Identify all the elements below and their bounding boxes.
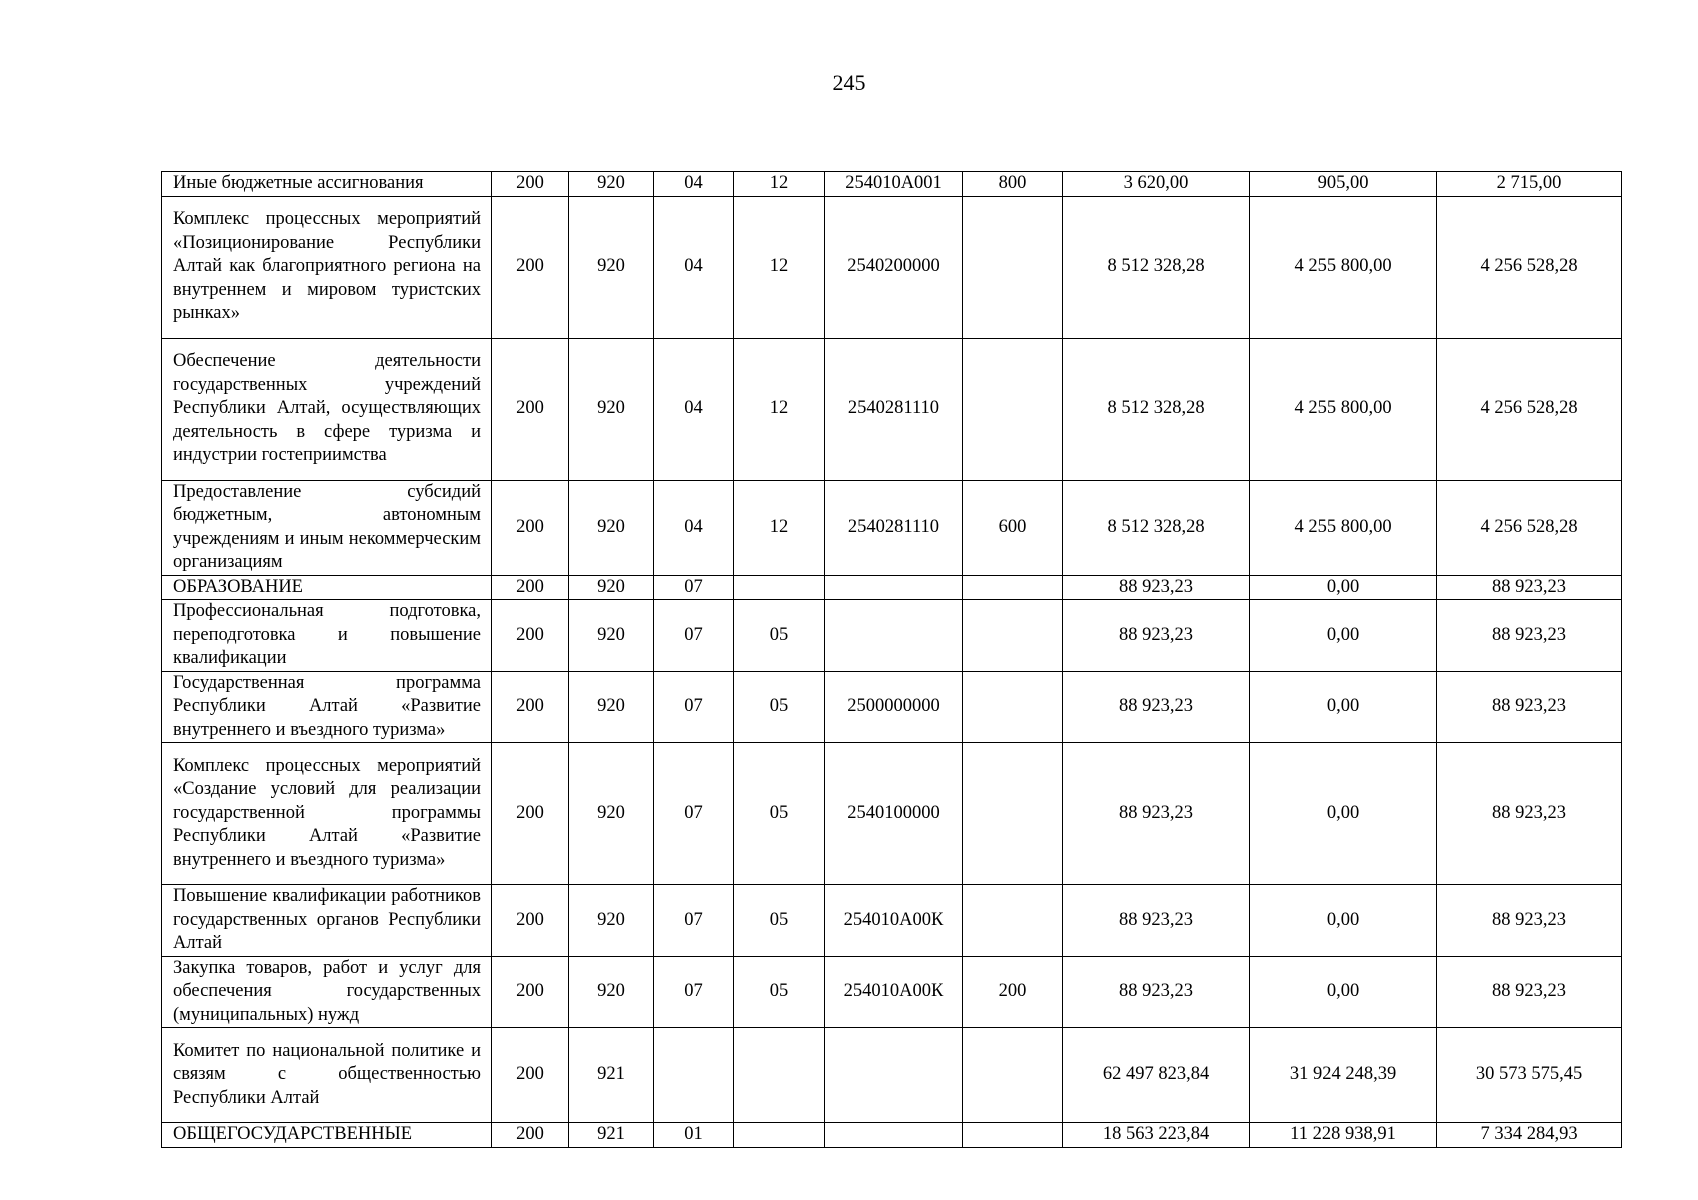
cell-code-3: 07 — [654, 885, 734, 957]
cell-value-1: 62 497 823,84 — [1063, 1028, 1250, 1123]
cell-code-6 — [963, 671, 1063, 743]
table-row — [162, 480, 1622, 575]
cell-code-6 — [963, 338, 1063, 480]
cell-value-1: 88 923,23 — [1063, 885, 1250, 957]
cell-code-5: 254010А00К — [825, 956, 963, 1028]
cell-value-2: 0,00 — [1250, 956, 1437, 1028]
cell-value-3: 2 715,00 — [1437, 172, 1622, 197]
cell-code-1: 200 — [492, 1028, 569, 1123]
cell-code-1: 200 — [492, 600, 569, 672]
cell-code-4: 12 — [734, 338, 825, 480]
cell-code-3: 07 — [654, 671, 734, 743]
cell-code-3: 07 — [654, 575, 734, 600]
budget-table — [161, 171, 1622, 1148]
cell-value-2: 0,00 — [1250, 575, 1437, 600]
cell-value-3: 7 334 284,93 — [1437, 1123, 1622, 1148]
cell-code-1: 200 — [492, 480, 569, 575]
table-row — [162, 338, 1622, 480]
cell-code-3: 07 — [654, 956, 734, 1028]
table-row — [162, 172, 1622, 197]
cell-code-2: 920 — [569, 338, 654, 480]
cell-code-5: 2540281110 — [825, 480, 963, 575]
cell-value-3: 4 256 528,28 — [1437, 480, 1622, 575]
cell-code-4: 05 — [734, 743, 825, 885]
cell-code-4 — [734, 575, 825, 600]
table-row — [162, 1123, 1622, 1148]
cell-code-1: 200 — [492, 575, 569, 600]
table-row — [162, 600, 1622, 672]
row-name: Комитет по национальной политике и связям с общественностью Республики Алтай — [162, 1028, 492, 1123]
cell-value-3: 88 923,23 — [1437, 885, 1622, 957]
cell-code-1: 200 — [492, 885, 569, 957]
cell-value-1: 8 512 328,28 — [1063, 480, 1250, 575]
table-row — [162, 885, 1622, 957]
cell-code-1: 200 — [492, 743, 569, 885]
cell-code-4: 12 — [734, 480, 825, 575]
row-name: Закупка товаров, работ и услуг для обеспечения государственных (муниципальных) нужд — [162, 956, 492, 1028]
cell-value-3: 4 256 528,28 — [1437, 338, 1622, 480]
cell-code-2: 921 — [569, 1123, 654, 1148]
cell-code-4: 12 — [734, 172, 825, 197]
cell-value-1: 3 620,00 — [1063, 172, 1250, 197]
cell-value-1: 8 512 328,28 — [1063, 196, 1250, 338]
cell-value-3: 88 923,23 — [1437, 743, 1622, 885]
cell-code-1: 200 — [492, 338, 569, 480]
cell-code-2: 920 — [569, 575, 654, 600]
cell-value-2: 905,00 — [1250, 172, 1437, 197]
table-row — [162, 956, 1622, 1028]
cell-value-2: 31 924 248,39 — [1250, 1028, 1437, 1123]
cell-code-3: 04 — [654, 196, 734, 338]
cell-value-2: 4 255 800,00 — [1250, 196, 1437, 338]
cell-value-3: 88 923,23 — [1437, 671, 1622, 743]
cell-value-3: 30 573 575,45 — [1437, 1028, 1622, 1123]
cell-code-4: 05 — [734, 600, 825, 672]
cell-value-2: 0,00 — [1250, 600, 1437, 672]
cell-code-3: 04 — [654, 338, 734, 480]
cell-value-1: 88 923,23 — [1063, 671, 1250, 743]
cell-code-5: 2540281110 — [825, 338, 963, 480]
cell-code-6 — [963, 885, 1063, 957]
cell-value-1: 88 923,23 — [1063, 743, 1250, 885]
cell-value-2: 11 228 938,91 — [1250, 1123, 1437, 1148]
cell-value-3: 4 256 528,28 — [1437, 196, 1622, 338]
row-name: Обеспечение деятельности государственных учреждений Республики Алтай, осуществляющих деятельность в сфере туризма и индустрии гостеприимства — [162, 338, 492, 480]
cell-code-5 — [825, 600, 963, 672]
cell-code-6 — [963, 743, 1063, 885]
cell-code-4 — [734, 1028, 825, 1123]
row-name: Комплекс процессных мероприятий «Позиционирование Республики Алтай как благоприятного региона на внутреннем и мировом туристских рынках» — [162, 196, 492, 338]
cell-code-3: 04 — [654, 172, 734, 197]
cell-code-5: 2540200000 — [825, 196, 963, 338]
cell-code-6: 600 — [963, 480, 1063, 575]
cell-code-2: 920 — [569, 885, 654, 957]
row-name: Государственная программа Республики Алтай «Развитие внутреннего и въездного туризма» — [162, 671, 492, 743]
cell-code-5: 2500000000 — [825, 671, 963, 743]
cell-code-6 — [963, 575, 1063, 600]
cell-value-3: 88 923,23 — [1437, 600, 1622, 672]
row-name: Профессиональная подготовка, переподготовка и повышение квалификации — [162, 600, 492, 672]
cell-code-6 — [963, 600, 1063, 672]
cell-code-2: 920 — [569, 743, 654, 885]
cell-value-2: 0,00 — [1250, 743, 1437, 885]
table-row — [162, 671, 1622, 743]
cell-code-6 — [963, 1123, 1063, 1148]
row-name: Иные бюджетные ассигнования — [162, 172, 492, 197]
cell-code-3: 07 — [654, 600, 734, 672]
cell-value-1: 88 923,23 — [1063, 956, 1250, 1028]
table-row — [162, 1028, 1622, 1123]
row-name: Комплекс процессных мероприятий «Создание условий для реализации государственной программы Республики Алтай «Развитие внутреннего и въездного туризма» — [162, 743, 492, 885]
cell-code-2: 920 — [569, 480, 654, 575]
cell-value-2: 0,00 — [1250, 885, 1437, 957]
cell-code-2: 920 — [569, 671, 654, 743]
cell-value-3: 88 923,23 — [1437, 575, 1622, 600]
cell-code-6: 200 — [963, 956, 1063, 1028]
cell-value-1: 18 563 223,84 — [1063, 1123, 1250, 1148]
cell-code-3: 04 — [654, 480, 734, 575]
cell-value-1: 88 923,23 — [1063, 600, 1250, 672]
cell-code-3: 01 — [654, 1123, 734, 1148]
cell-code-1: 200 — [492, 172, 569, 197]
cell-code-5: 2540100000 — [825, 743, 963, 885]
cell-code-2: 920 — [569, 172, 654, 197]
cell-code-3: 07 — [654, 743, 734, 885]
cell-code-4: 05 — [734, 956, 825, 1028]
cell-code-2: 920 — [569, 600, 654, 672]
cell-code-4: 12 — [734, 196, 825, 338]
cell-code-1: 200 — [492, 671, 569, 743]
cell-value-1: 88 923,23 — [1063, 575, 1250, 600]
row-name: ОБЩЕГОСУДАРСТВЕННЫЕ — [162, 1123, 492, 1148]
cell-value-2: 0,00 — [1250, 671, 1437, 743]
table-row — [162, 743, 1622, 885]
cell-code-4: 05 — [734, 671, 825, 743]
cell-code-2: 920 — [569, 196, 654, 338]
cell-code-6: 800 — [963, 172, 1063, 197]
table-row — [162, 196, 1622, 338]
cell-code-1: 200 — [492, 1123, 569, 1148]
row-name: ОБРАЗОВАНИЕ — [162, 575, 492, 600]
cell-code-2: 920 — [569, 956, 654, 1028]
cell-code-4: 05 — [734, 885, 825, 957]
cell-code-5 — [825, 575, 963, 600]
table-row — [162, 575, 1622, 600]
cell-code-2: 921 — [569, 1028, 654, 1123]
cell-code-1: 200 — [492, 956, 569, 1028]
row-name: Повышение квалификации работников государственных органов Республики Алтай — [162, 885, 492, 957]
cell-code-1: 200 — [492, 196, 569, 338]
cell-value-1: 8 512 328,28 — [1063, 338, 1250, 480]
cell-code-3 — [654, 1028, 734, 1123]
cell-code-5 — [825, 1123, 963, 1148]
cell-code-5 — [825, 1028, 963, 1123]
row-name: Предоставление субсидий бюджетным, автономным учреждениям и иным некоммерческим организациям — [162, 480, 492, 575]
cell-code-5: 254010А00К — [825, 885, 963, 957]
cell-code-5: 254010А001 — [825, 172, 963, 197]
cell-value-2: 4 255 800,00 — [1250, 338, 1437, 480]
cell-value-3: 88 923,23 — [1437, 956, 1622, 1028]
cell-value-2: 4 255 800,00 — [1250, 480, 1437, 575]
page-number: 245 — [832, 70, 866, 95]
cell-code-4 — [734, 1123, 825, 1148]
cell-code-6 — [963, 1028, 1063, 1123]
cell-code-6 — [963, 196, 1063, 338]
